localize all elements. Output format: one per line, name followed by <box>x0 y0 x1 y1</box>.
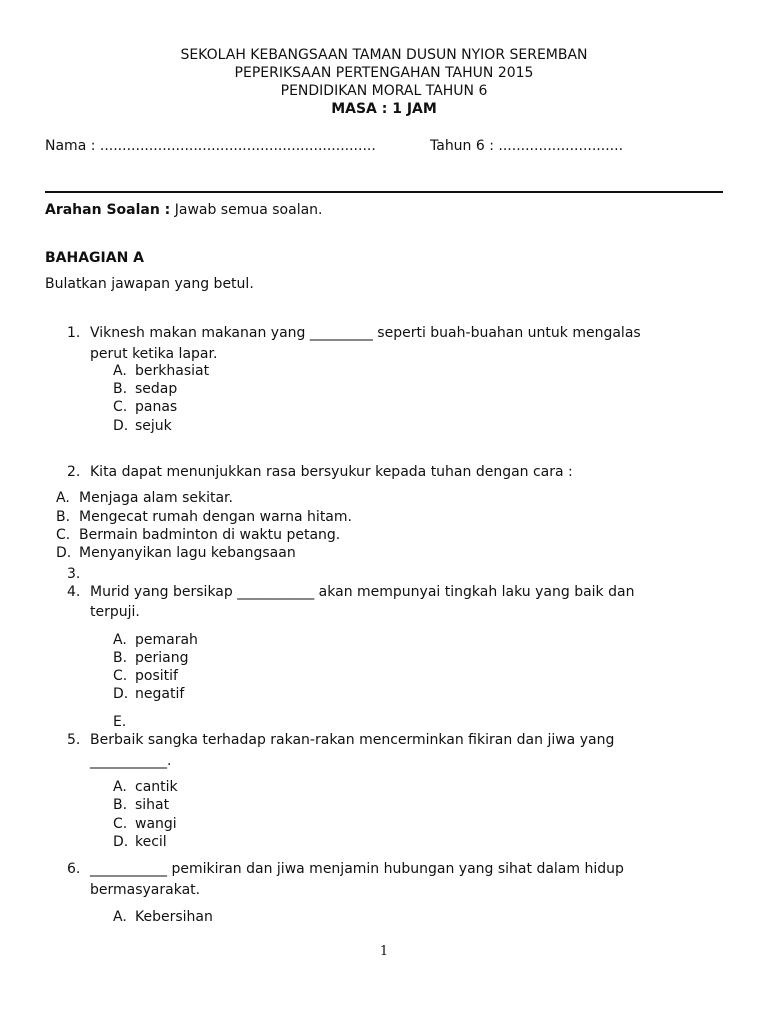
name-field-label: Nama : .............................................................. <box>45 138 376 154</box>
option-letter: C. <box>113 668 128 684</box>
option-text: negatif <box>135 686 185 702</box>
divider-line <box>45 191 723 193</box>
option-letter: B. <box>113 797 128 813</box>
section-instruction: Bulatkan jawapan yang betul. <box>45 276 254 292</box>
question-text-line: Viknesh makan makanan yang _________ seperti buah-buahan untuk mengalas <box>90 325 641 341</box>
option-text: wangi <box>135 816 177 832</box>
option-text: sedap <box>135 381 178 397</box>
page-number: 1 <box>379 944 389 959</box>
instructions-label: Arahan Soalan : <box>45 202 171 218</box>
section-title: BAHAGIAN A <box>45 250 145 266</box>
instructions <box>45 201 323 219</box>
option-letter: E. <box>113 714 127 730</box>
option-text: Menyanyikan lagu kebangsaan <box>79 545 296 561</box>
option-text: periang <box>135 650 189 666</box>
option-letter: C. <box>56 527 71 543</box>
option-letter: D. <box>56 545 72 561</box>
option-text: kecil <box>135 834 167 850</box>
question-number: 6. <box>67 861 81 877</box>
option-letter: D. <box>113 418 129 434</box>
question-number: 3. <box>67 566 81 582</box>
option-letter: A. <box>113 363 127 379</box>
option-text: Menjaga alam sekitar. <box>79 490 233 506</box>
question-number: 1. <box>67 325 81 341</box>
option-letter: D. <box>113 834 129 850</box>
question-text-line: ___________. <box>90 753 172 769</box>
question-text-line: perut ketika lapar. <box>90 346 218 362</box>
exam-duration: MASA : 1 JAM <box>331 101 437 117</box>
question-text-line: terpuji. <box>90 604 140 620</box>
exam-title: PEPERIKSAAN PERTENGAHAN TAHUN 2015 <box>234 65 534 81</box>
instructions-text: Jawab semua soalan. <box>174 202 323 218</box>
option-text: Kebersihan <box>135 909 213 925</box>
question-text-line: Murid yang bersikap ___________ akan mempunyai tingkah laku yang baik dan <box>90 584 635 600</box>
option-text: positif <box>135 668 178 684</box>
question-number: 4. <box>67 584 81 600</box>
option-text: panas <box>135 399 178 415</box>
option-letter: B. <box>56 509 71 525</box>
option-text: sihat <box>135 797 170 813</box>
school-name: SEKOLAH KEBANGSAAN TAMAN DUSUN NYIOR SEREMBAN <box>180 47 588 63</box>
question-number: 2. <box>67 464 81 480</box>
option-letter: B. <box>113 650 128 666</box>
option-text: cantik <box>135 779 178 795</box>
year-field-label: Tahun 6 : ............................ <box>430 138 624 154</box>
question-number: 5. <box>67 732 81 748</box>
option-letter: A. <box>113 779 127 795</box>
option-letter: D. <box>113 686 129 702</box>
option-text: sejuk <box>135 418 172 434</box>
question-text-line: Kita dapat menunjukkan rasa bersyukur kepada tuhan dengan cara : <box>90 464 573 480</box>
option-letter: C. <box>113 816 128 832</box>
subject-title: PENDIDIKAN MORAL TAHUN 6 <box>280 83 488 99</box>
option-text: berkhasiat <box>135 363 210 379</box>
option-letter: A. <box>113 632 127 648</box>
question-text-line: Berbaik sangka terhadap rakan-rakan mencerminkan fikiran dan jiwa yang <box>90 732 615 748</box>
option-letter: C. <box>113 399 128 415</box>
option-text: Mengecat rumah dengan warna hitam. <box>79 509 352 525</box>
option-text: pemarah <box>135 632 198 648</box>
option-text: Bermain badminton di waktu petang. <box>79 527 341 543</box>
option-letter: B. <box>113 381 128 397</box>
option-letter: A. <box>113 909 127 925</box>
question-text-line: ___________ pemikiran dan jiwa menjamin hubungan yang sihat dalam hidup <box>90 861 624 877</box>
option-letter: A. <box>56 490 70 506</box>
question-text-line: bermasyarakat. <box>90 882 201 898</box>
